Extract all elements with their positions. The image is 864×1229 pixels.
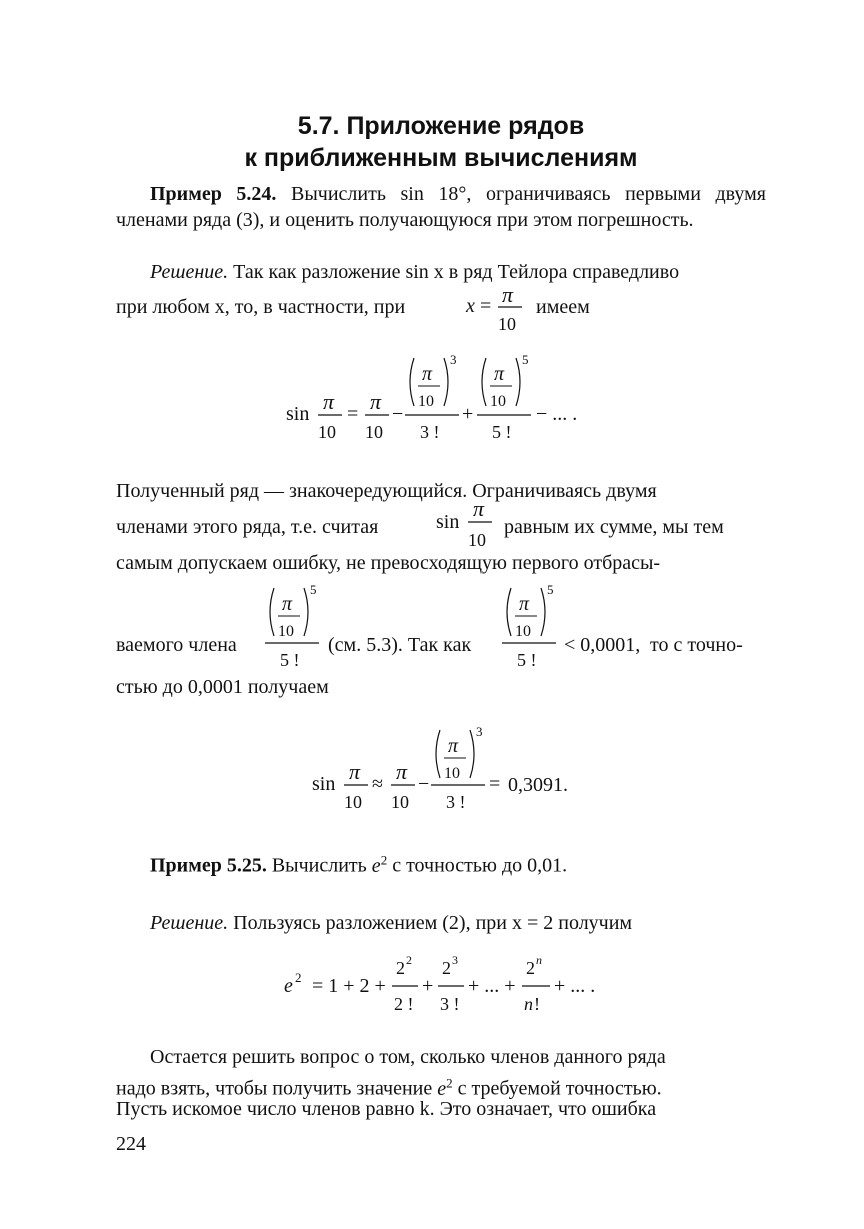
series-intro-line4c: то с точно- bbox=[650, 634, 743, 656]
svg-text:n: n bbox=[536, 953, 542, 967]
e-squared-series-formula bbox=[282, 950, 602, 1030]
example-text: Вычислить sin 18°, ограничиваясь первыми двумя членами ряда (3), и оценить получающуюся при этом погрешность. bbox=[116, 183, 767, 231]
svg-text:π: π bbox=[323, 389, 335, 414]
svg-text:3 !: 3 ! bbox=[420, 422, 440, 442]
svg-text:10: 10 bbox=[490, 393, 506, 410]
svg-text:=: = bbox=[480, 295, 492, 317]
bound-value: < 0,0001, bbox=[564, 634, 641, 656]
example-5-25-statement bbox=[150, 847, 800, 879]
svg-text:10: 10 bbox=[318, 422, 336, 442]
example-label: Пример 5.25. bbox=[150, 854, 267, 877]
svg-text:+: + bbox=[422, 975, 434, 997]
approx-result: 0,3091. bbox=[508, 774, 568, 796]
svg-text:5 !: 5 ! bbox=[280, 650, 300, 670]
svg-text:+ ... +: + ... + bbox=[468, 975, 516, 997]
svg-text:2 !: 2 ! bbox=[394, 994, 414, 1014]
formula-e-squared: $e^2$ bbox=[371, 852, 388, 877]
svg-text:2: 2 bbox=[442, 958, 451, 978]
closing-line2b: с требуемой точностью. bbox=[457, 1077, 662, 1100]
solution-text: Пользуясь разложением (2), при x = 2 получим bbox=[233, 912, 633, 934]
svg-text:π: π bbox=[282, 593, 293, 615]
svg-text:= 1 + 2 +: = 1 + 2 + bbox=[312, 975, 386, 997]
example-text-a: Вычислить bbox=[271, 854, 367, 877]
svg-text:sin: sin bbox=[312, 773, 336, 795]
bound-term bbox=[501, 584, 561, 674]
svg-text:π: π bbox=[349, 759, 361, 784]
svg-text:π: π bbox=[422, 363, 433, 385]
formula-e-squared: $e^2$ bbox=[437, 1075, 453, 1100]
svg-text:2: 2 bbox=[526, 958, 535, 978]
svg-text:π: π bbox=[370, 389, 382, 414]
svg-text:10: 10 bbox=[515, 623, 531, 640]
first-dropped-term bbox=[264, 584, 324, 674]
svg-text:sin: sin bbox=[436, 511, 460, 533]
svg-text:3: 3 bbox=[452, 953, 458, 967]
formula-x-equals-pi-over-10 bbox=[464, 282, 524, 342]
svg-text:10: 10 bbox=[365, 422, 383, 442]
svg-text:3 !: 3 ! bbox=[440, 994, 460, 1014]
solution-label: Решение. bbox=[150, 261, 229, 283]
solution-text: Так как разложение sin x в ряд Тейлора справедливо bbox=[233, 261, 680, 283]
example-text-b: с точностью до 0,01. bbox=[392, 854, 568, 877]
svg-text:10: 10 bbox=[498, 314, 516, 334]
sin-approx-formula bbox=[312, 724, 502, 824]
svg-text:10: 10 bbox=[468, 530, 486, 550]
svg-text:−: − bbox=[392, 403, 404, 425]
series-intro-line2a: членами этого ряда, т.е. считая bbox=[116, 516, 379, 538]
series-intro-line4b: (см. 5.3). Так как bbox=[328, 634, 472, 656]
section-title-line2: к приближенным вычислениям bbox=[244, 144, 638, 172]
sin-series-formula bbox=[286, 352, 596, 452]
svg-text:≈: ≈ bbox=[372, 773, 383, 795]
svg-text:sin: sin bbox=[286, 403, 310, 425]
svg-text:2: 2 bbox=[295, 970, 302, 985]
book-page bbox=[116, 0, 766, 1229]
svg-text:+ ... .: + ... . bbox=[554, 975, 596, 997]
svg-text:5 !: 5 ! bbox=[492, 422, 512, 442]
svg-text:e: e bbox=[284, 975, 293, 997]
svg-text:+: + bbox=[462, 403, 474, 425]
svg-text:5: 5 bbox=[310, 582, 317, 597]
svg-text:5 !: 5 ! bbox=[517, 650, 537, 670]
svg-text:π: π bbox=[448, 735, 459, 757]
closing-line3: Пусть искомое число членов равно k. Это означает, что ошибка bbox=[116, 1098, 657, 1120]
svg-text:3: 3 bbox=[476, 724, 483, 739]
svg-text:2: 2 bbox=[406, 953, 412, 967]
example-label: Пример 5.24. bbox=[150, 183, 277, 205]
svg-text:π: π bbox=[473, 496, 485, 521]
svg-text:2: 2 bbox=[396, 958, 405, 978]
svg-text:=: = bbox=[347, 403, 359, 425]
svg-text:π: π bbox=[396, 759, 408, 784]
example-5-25-solution bbox=[150, 910, 800, 936]
svg-text:3: 3 bbox=[450, 352, 457, 367]
page-number: 224 bbox=[116, 1133, 146, 1155]
svg-text:5: 5 bbox=[547, 582, 554, 597]
series-intro-line1: Полученный ряд — знакочередующийся. Ограничиваясь двумя bbox=[116, 480, 657, 502]
svg-text:π: π bbox=[502, 282, 514, 307]
svg-text:5: 5 bbox=[522, 352, 529, 367]
svg-text:10: 10 bbox=[418, 393, 434, 410]
series-intro-line5: стью до 0,0001 получаем bbox=[116, 676, 329, 698]
section-title-line1: 5.7. Приложение рядов bbox=[297, 112, 585, 140]
svg-text:10: 10 bbox=[444, 765, 460, 782]
solution-line2a: при любом x, то, в частности, при bbox=[116, 296, 406, 318]
series-intro-line3: самым допускаем ошибку, не превосходящую первого отбрасы- bbox=[116, 552, 661, 574]
closing-line1: Остается решить вопрос о том, сколько членов данного ряда bbox=[150, 1046, 666, 1068]
svg-text:− ... .: − ... . bbox=[536, 403, 578, 425]
svg-text:10: 10 bbox=[278, 623, 294, 640]
svg-text:3 !: 3 ! bbox=[446, 792, 466, 812]
series-intro-line2b: равным их сумме, мы тем bbox=[504, 516, 724, 538]
svg-text:x: x bbox=[466, 295, 475, 317]
svg-text:10: 10 bbox=[391, 792, 409, 812]
series-intro-line4a: ваемого члена bbox=[116, 634, 237, 656]
svg-text:π: π bbox=[494, 363, 505, 385]
solution-line2b: имеем bbox=[536, 296, 590, 318]
closing-line2a: надо взять, чтобы получить значение bbox=[116, 1077, 433, 1100]
example-5-24-statement bbox=[116, 181, 766, 233]
svg-text:=: = bbox=[489, 773, 501, 795]
svg-text:!: ! bbox=[534, 994, 540, 1014]
svg-text:10: 10 bbox=[344, 792, 362, 812]
svg-text:−: − bbox=[418, 773, 430, 795]
formula-sin-pi-over-10 bbox=[436, 496, 496, 556]
solution-label: Решение. bbox=[150, 912, 229, 934]
svg-text:n: n bbox=[524, 994, 533, 1014]
svg-text:π: π bbox=[519, 593, 530, 615]
